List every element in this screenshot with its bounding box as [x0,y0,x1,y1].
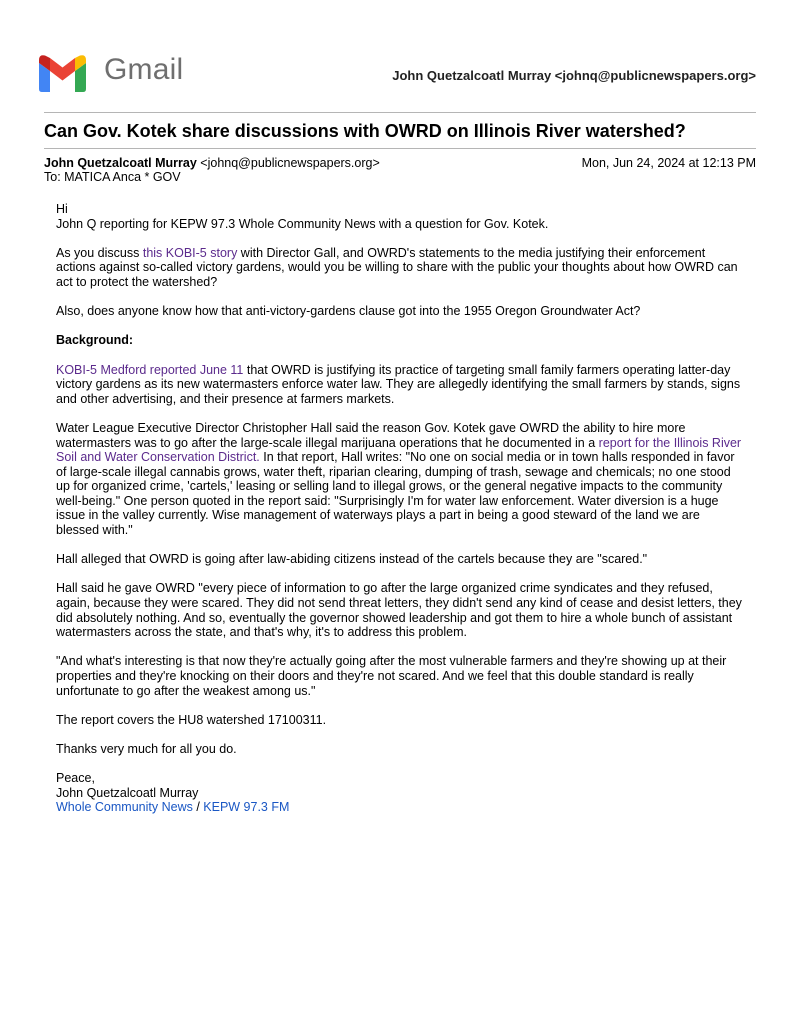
header-divider [44,112,756,113]
p1-text-before: As you discuss [56,245,143,260]
double-standard-paragraph: "And what's interesting is that now they're actually going after the most vulnerable farmers and they're showing up at their properties and they're knocking on their doors and they're not scared. And we feel that this double standard is really unfortunate to go after the weakest among us." [56,654,727,698]
signature-name: John Quetzalcoatl Murray [56,785,199,800]
kobi5-medford-link[interactable]: KOBI-5 Medford reported June 11 [56,362,244,377]
watershed-paragraph: The report covers the HU8 watershed 17100311. [56,712,327,727]
thanks-paragraph: Thanks very much for all you do. [56,741,237,756]
p4-text-before: Water League Executive Director Christopher Hall said the reason Gov. Kotek gave OWRD the ability to hire more watermasters was to go after the large-scale illegal marijuana operations that he documented in a [56,420,686,450]
signature-separator: / [192,800,204,815]
email-meta [44,156,756,184]
p3-text-after: that OWRD is justifying its practice of targeting small family farmers operating latter-day victory gardens as its new watermasters enforce water law. They are allegedly identifying the small farmers by stands, signs and other advertising, and their presence at farmers markets. [56,362,741,406]
whole-community-news-link[interactable]: Whole Community News [56,800,193,815]
p4-text-after: In that report, Hall writes: "No one on social media or in town halls responded in favor of large-scale illegal cannabis grows, water theft, riparian clearing, dumping of trash, sewage and chemicals; no one stood up for organized crime, 'cartels,' leasing or selling land to illegal grows, or the general negative impacts to the community well-being." One person quoted in the report said: "Surprisingly I'm for water law enforcement. Water diversion is a huge issue in the valley currently. Wise management of waterways plays a part in being a good steward of the land we are blessed with." [56,450,735,538]
subject-divider [44,148,756,149]
gmail-logo-text: Gmail [104,53,184,86]
background-heading: Background: [56,333,134,348]
kobi5-story-link[interactable]: this KOBI-5 story [142,245,238,260]
email-body [56,202,746,815]
email-subject: Can Gov. Kotek share discussions with OWRD on Illinois River watershed? [44,121,686,141]
account-address: John Quetzalcoatl Murray <johnq@publicnewspapers.org> [392,68,756,83]
question-paragraph [56,246,746,290]
signature-closing: Peace, [56,771,95,786]
hall-quote-paragraph: Hall said he gave OWRD "every piece of information to go after the large organized crime syndicates and they refused, again, because they were scared. They did not send threat letters, they didn't send any kind of cease and desist letters, they did absolutely nothing. And so, eventually the governor showed leadership and got them to hire a whole bunch of assistant watermasters across the state, and that's why, it's to address this problem. [56,581,742,640]
signature-links [56,800,746,815]
intro-paragraph: John Q reporting for KEPW 97.3 Whole Community News with a question for Gov. Kotek. [56,216,549,231]
p1-text-after: with Director Gall, and OWRD's statements to the media justifying their enforcement actions against so-called victory gardens, would you be willing to share with the public your thoughts about how OWRD can act to protect the watershed? [56,245,738,289]
water-league-paragraph [56,421,746,538]
print-header [0,0,800,112]
signature [56,771,746,815]
groundwater-question: Also, does anyone know how that anti-victory-gardens clause got into the 1955 Oregon Groundwater Act? [56,304,641,319]
email-date: Mon, Jun 24, 2024 at 12:13 PM [581,156,756,170]
illinois-river-report-link[interactable]: report for the Illinois River Soil and Water Conservation District. [56,435,742,465]
gmail-logo-icon [39,54,86,92]
scared-paragraph: Hall alleged that OWRD is going after law-abiding citizens instead of the cartels because they are "scared." [56,552,648,567]
recipient-line: To: MATICA Anca * GOV [44,170,181,184]
sender-name: John Quetzalcoatl Murray [44,156,197,170]
kobi5-paragraph [56,363,746,407]
sender-email: <johnq@publicnewspapers.org> [200,156,380,170]
kepw-link[interactable]: KEPW 97.3 FM [203,800,290,815]
greeting: Hi [56,202,68,216]
